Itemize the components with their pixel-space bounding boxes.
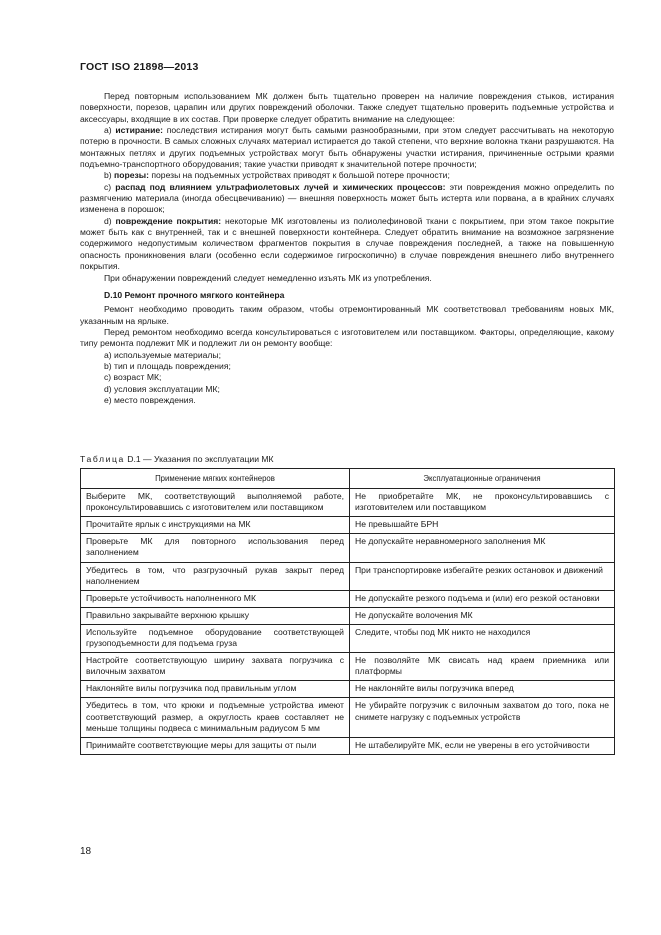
table-header-row: [81, 469, 615, 489]
table-row: [81, 590, 615, 607]
table-row: [81, 489, 615, 517]
table-cell: Не допускайте неравномерного заполнения МК: [350, 534, 615, 562]
table-cell: Не убирайте погрузчик с вилочным захватом до того, пока не снимете нагрузку с подъемных устройств: [350, 698, 615, 737]
table-cell: Правильно закрывайте верхнюю крышку: [81, 607, 350, 624]
list-term: истирание:: [115, 125, 164, 136]
list-text: последствия истирания могут быть самыми разнообразными, при этом следует рассчитывать на некоторую потерю в прочности. В самых сложных случаях материал истирается до такой степени, что верхние волокна ткани разрушаются. На монтажных петлях и других подъемных устройствах могут быть обнаружены участки истирания, причиненные острыми краями подъемно-транспортного оборудования; такие участки приводят к значительной потере прочности;: [80, 125, 615, 170]
list-term: порезы:: [114, 170, 149, 181]
table-cell: Не превышайте БРН: [350, 517, 615, 534]
list-item-abrasion: [80, 125, 614, 170]
list-text: эти повреждения можно определить по размягчению материала (иногда обесцвечиванию) — внешняя поверхность может быть истерта или порвана, а в крайних случаях изменена в порошок;: [80, 181, 614, 215]
table-row: [81, 517, 615, 534]
table-cell: Не приобретайте МК, не проконсультировавшись с изготовителем или поставщиком: [350, 489, 615, 517]
list-text: порезы на подъемных устройствах приводят к большой потере прочности;: [148, 170, 450, 181]
table-cell: При транспортировке избегайте резких остановок и движений: [350, 562, 615, 590]
table-cell: Проверьте МК для повторного использования перед заполнением: [81, 534, 350, 562]
list-item-cuts: [80, 170, 614, 181]
final-paragraph: При обнаружении повреждений следует немедленно изъять МК из употребления.: [104, 272, 432, 283]
operation-table: [80, 468, 615, 755]
list-marker: d): [104, 215, 116, 226]
table-cell: Следите, чтобы под МК никто не находился: [350, 624, 615, 652]
column-header: Применение мягких контейнеров: [81, 469, 350, 489]
page-number: 18: [80, 846, 92, 857]
document-header: ГОСТ ISO 21898—2013: [80, 61, 199, 73]
section-paragraph: Ремонт необходимо проводить таким образом, чтобы отремонтированный МК соответствовал требованиям новых МК, указанным на ярлыке.: [80, 304, 614, 326]
table-cell: Не позволяйте МК свисать над краем приемника или платформы: [350, 653, 615, 681]
table-cell: Настройте соответствующую ширину захвата погрузчика с вилочным захватом: [81, 653, 350, 681]
factor-item: c) возраст МК;: [104, 372, 162, 383]
list-item-coating: [80, 216, 614, 273]
table-caption-word: Таблица: [80, 454, 125, 464]
table-cell: Используйте подъемное оборудование соответствующей грузоподъемности для подъема груза: [81, 624, 350, 652]
list-term: распад под влиянием ультрафиолетовых лучей и химических процессов:: [115, 181, 446, 192]
table-row: [81, 737, 615, 754]
table-cell: Наклоняйте вилы погрузчика под правильным углом: [81, 681, 350, 698]
list-marker: а): [104, 125, 116, 136]
table-cell: Не допускайте резкого подъема и (или) его резкой остановки: [350, 590, 615, 607]
factor-item: b) тип и площадь повреждения;: [104, 360, 231, 371]
section-heading: D.10 Ремонт прочного мягкого контейнера: [104, 289, 285, 300]
table-cell: Выберите МК, соответствующий выполняемой работе, проконсультировавшись с изготовителем или поставщиком: [81, 489, 350, 517]
section-paragraph: Перед ремонтом необходимо всегда консультироваться с изготовителем или поставщиком. Факторы, определяющие, какому типу ремонта подлежит МК и подлежит ли он ремонту вообще:: [80, 326, 614, 349]
list-marker: c): [104, 181, 116, 192]
table-cell: Принимайте соответствующие меры для защиты от пыли: [81, 737, 350, 754]
body-text: [80, 91, 614, 406]
table-row: [81, 534, 615, 562]
table-cell: Не штабелируйте МК, если не уверены в его устойчивости: [350, 737, 615, 754]
table-row: [81, 681, 615, 698]
table-caption-text: D.1 — Указания по эксплуатации МК: [124, 454, 274, 464]
list-text: некоторые МК изготовлены из полиолефиновой ткани с покрытием, при этом такое покрытие может быть как с внутренней, так и с внешней поверхности контейнера. Следует обратить внимание на возможное загрязнение содержимого недопустимым количеством фрагментов покрытия в случае повреждения последней, а также на повышенную опасность проникновения влаги (особенно если содержимое гигроскопично) в случае повреждения внешнего либо внутреннего покрытия.: [80, 215, 615, 272]
table-row: [81, 624, 615, 652]
table-row: [81, 653, 615, 681]
factor-item: d) условия эксплуатации МК;: [104, 383, 220, 394]
table-cell: Прочитайте ярлык с инструкциями на МК: [81, 517, 350, 534]
table-cell: Не наклоняйте вилы погрузчика вперед: [350, 681, 615, 698]
list-item-uv: [80, 182, 614, 216]
intro-paragraph: Перед повторным использованием МК должен быть тщательно проверен на наличие повреждения стыков, истирания поверхности, порезов, царапин или других повреждений оболочки. Также следует тщательно проверить подъемные устройства и аксессуары, входящие в их состав. При проверке следует обратить внимание на следующее:: [80, 91, 614, 124]
factor-item: а) используемые материалы;: [104, 349, 221, 360]
list-marker: b): [104, 170, 115, 181]
factor-item: e) место повреждения.: [104, 394, 196, 405]
table-cell: Не допускайте волочения МК: [350, 607, 615, 624]
table-row: [81, 607, 615, 624]
list-term: повреждение покрытия:: [115, 215, 222, 226]
table-row: [81, 698, 615, 737]
column-header: Эксплуатационные ограничения: [350, 469, 615, 489]
table-cell: Убедитесь в том, что крюки и подъемные устройства имеют соответствующий размер, а округлость краев составляет не меньше толщины подвеса с минимальным радиусом 5 мм: [81, 698, 350, 737]
table-cell: Убедитесь в том, что разгрузочный рукав закрыт перед наполнением: [81, 562, 350, 590]
table-caption: [80, 454, 274, 464]
table-row: [81, 562, 615, 590]
table-cell: Проверьте устойчивость наполненного МК: [81, 590, 350, 607]
